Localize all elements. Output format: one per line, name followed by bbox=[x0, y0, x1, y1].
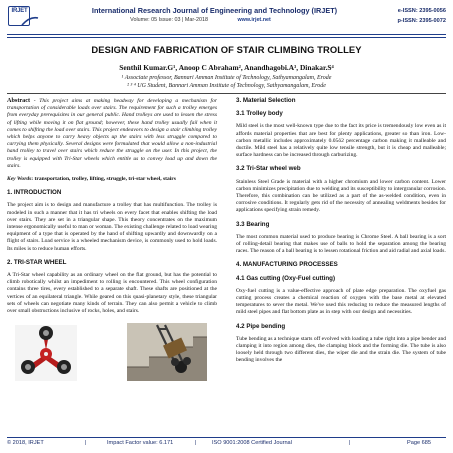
paper-title: DESIGN AND FABRICATION OF STAIR CLIMBING TROLLEY bbox=[91, 44, 362, 55]
footer-page-number: Page 685 bbox=[407, 440, 431, 446]
section-heading-tri-star-wheel-web: 3.2 Tri-Star wheel web bbox=[236, 165, 301, 173]
footer-copyright: © 2018, IRJET bbox=[7, 440, 44, 446]
footer-separator: | bbox=[195, 440, 197, 446]
paper-authors: Senthil Kumar.G¹, Anoop C Abraham², Anandhagobi.A³, Dinakar.S⁴ bbox=[119, 63, 334, 72]
journal-title: International Research Journal of Engineering and Technology (IRJET) bbox=[91, 6, 338, 15]
affiliation-divider bbox=[7, 93, 446, 94]
section-text-gas-cutting: Oxy-fuel cutting is a value-effective approach of plate edge preparation. The oxyfuel gas cutting process creates a chemical reaction of oxygen with the base metal at elevated temperatures to sever the metal. We've used this reducing to reduce the measured lengths of mild steel pipes and flat bottom plate as in step with our design and necessities. bbox=[236, 287, 446, 316]
section-text-trolley-body: Mild steel is the most well-known type due to the fact its price is tremendously low even as it affords material properties that are best for plenty applications, greater so than iron. Low-carbon metallic includes approximately 0.05ô2 percentage carbon making it malleable and ductile. Mild steel has a relatively quite low tensile strength, but it is cheap and malleable; surface hardness can be increased through carburizing. bbox=[236, 123, 446, 159]
volume-issue: Volume: 05 Issue: 03 | Mar-2018 bbox=[130, 17, 208, 23]
journal-url[interactable]: www.irjet.net bbox=[237, 17, 271, 23]
section-heading-introduction: 1. INTRODUCTION bbox=[7, 189, 62, 197]
affiliation-1: ¹ Associate professor, Bannari Amman Institute of Technology, Sathyamangalam, Erode bbox=[121, 75, 332, 81]
logo-text: IRJET bbox=[11, 8, 28, 14]
logo-swoosh-icon bbox=[21, 15, 39, 27]
left-column bbox=[7, 97, 217, 383]
section-heading-gas-cutting: 4.1 Gas cutting (Oxy-Fuel cutting) bbox=[236, 274, 336, 282]
section-heading-tri-star-wheel: 2. TRI-STAR WHEEL bbox=[7, 258, 67, 266]
section-heading-pipe-bending: 4.2 Pipe bending bbox=[236, 322, 286, 330]
section-heading-bearing: 3.3 Bearing bbox=[236, 220, 270, 228]
irjet-logo bbox=[7, 6, 39, 28]
red-tri-star-wheel-icon bbox=[15, 325, 77, 381]
section-text-tri-star-wheel-web: Stainless Steel Grade is material with a higher chromium and lower carbon content. Lower carbon minimizes precipitation due to welding and its susceptibility to intergranular corrosion. Therefore, this combination can be utilized as a part of the as-welded condition, even in corrosive conditions. It regularly gets rid of the necessity of annealing weldments besides for applications specifying strain remedy. bbox=[236, 178, 446, 214]
keywords-lead: Key Words bbox=[7, 176, 32, 183]
section-text-introduction: The project aim is to design and manufacture a trolley that has multifunction. The trolley is modeled in such a manner that it has tri wheels on every facet that enables shifting the load over stairs. They are set in a triangular shape. This theory concentrates on the maximum intense ergonomically useful to man or woman. The existing challenge related to load wearing equipment of a type that is operated by the hand of shifting upwardly and downwardly on a flight of stairs. Load service is a wheeled mechanism device, is commonly used to hold loads. Its miles is to reduce human efforts. bbox=[7, 202, 217, 252]
keywords-text: : transportation, trolley, lifting, struggle, tri-star wheel, stairs bbox=[31, 176, 176, 183]
p-issn: p-ISSN: 2395-0072 bbox=[397, 18, 446, 24]
header-divider bbox=[7, 34, 446, 35]
affiliation-2: ² ³ ⁴ UG Student, Bannari Amman Institute of Technology, Sathyamangalam, Erode bbox=[127, 83, 326, 89]
abstract-text: - This project aims at making headway for developing a mechanism for transportation of considerable loads over stairs. The requirement for such a trolley emerges from everyday prerequisites in our general public. Hand trolleys are used to lessen the stress of lifting while moving it on flat ground; however, these hand trolley usually fail when it comes to shifting the load over stairs. This project endeavors to design a stair climbing trolley which helps anyone to carry heavy objects up the stairs with less struggle compared to carrying them physically. Several designs were formulated that would allow a non-industrial hand trolley to travel over stairs which reduce the struggle on the user. In this project, the trolley is equipped with Tri-Star wheels which entitle us to convey load up and down the stairs. bbox=[7, 98, 217, 169]
journal-footer bbox=[7, 440, 446, 450]
tri-star-wheel-figure bbox=[7, 321, 217, 383]
right-column bbox=[236, 95, 446, 371]
section-heading-trolley-body: 3.1 Trolley body bbox=[236, 110, 283, 118]
section-text-tri-star-wheel: A Tri-Star wheel capability as an ordinary wheel on the flat ground, but has the potential to climb robotically whilst an impediment to rolling is encountered. This wheel configuration contains three tires, every established to a separate shaft. These shafts are positioned at the vertices of an equilateral triangle. While geared on this quasi-planetary style, these triangular sets of wheels can negotiate many kinds of terrain. They can also permit a vehicle to climb over small obstructions inclusive of rocks, holes, and stairs. bbox=[7, 272, 217, 315]
header-divider-thin bbox=[7, 37, 446, 38]
trolley-on-stairs-photo-icon bbox=[127, 323, 207, 381]
abstract-lead: Abstract bbox=[7, 97, 31, 104]
journal-header bbox=[7, 5, 446, 33]
tri-star-wheel-images bbox=[7, 321, 217, 383]
journal-volume-line bbox=[47, 17, 382, 23]
keywords bbox=[7, 176, 217, 183]
footer-impact-factor: Impact Factor value: 6.171 bbox=[107, 440, 174, 446]
abstract bbox=[7, 97, 217, 170]
section-heading-material-selection: 3. Material Selection bbox=[236, 97, 296, 104]
footer-divider bbox=[7, 437, 446, 438]
footer-separator: | bbox=[349, 440, 351, 446]
footer-iso-certification: ISO 9001:2008 Certified Journal bbox=[212, 440, 292, 446]
e-issn: e-ISSN: 2395-0056 bbox=[397, 8, 446, 14]
footer-separator: | bbox=[85, 440, 87, 446]
section-heading-manufacturing-processes: 4. MANUFACTURING PROCESSES bbox=[236, 261, 338, 269]
section-text-bearing: The most common material used to produce bearing is Chrome Steel. A ball bearing is a sort of rolling-detail bearing that makes use of balls to hold the separation among the bearing races. The reason of a ball bearing is to lessen rotational friction and aid radial and axial loads. bbox=[236, 233, 446, 255]
section-text-pipe-bending: Tube bending as a technique starts off evolved with loading a tube right into a pipe bender and clamping it into region among dies, the clamping block and the forming die. The tube is also loosely held through two different dies, the wiper die and the strain die. The system of tube bending involves the bbox=[236, 335, 446, 364]
